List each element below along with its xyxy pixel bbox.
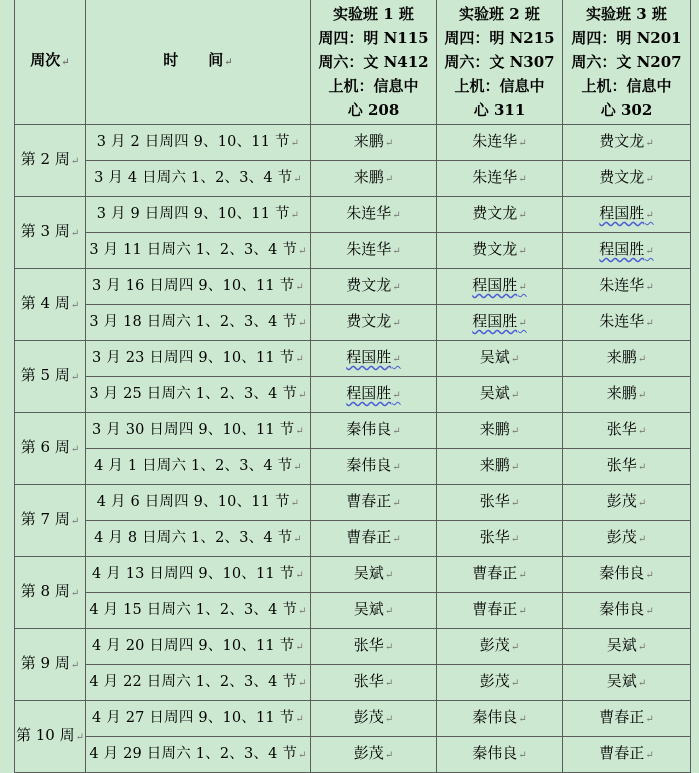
lab-room-line1: 上机：信息中	[328, 76, 419, 95]
class-2-teacher: 秦伟良↵	[437, 737, 563, 773]
lab-room-line2: 心 208	[347, 100, 400, 119]
class-2-teacher: 费文龙↵	[437, 197, 563, 233]
session-time: 3 月 4 日周六 1、2、3、4 节↵	[86, 161, 311, 197]
class-1-teacher: 曹春正↵	[311, 485, 437, 521]
class-1-teacher: 吴斌↵	[311, 557, 437, 593]
class-title: 实验班 1 班	[333, 4, 414, 23]
class-3-teacher: 程国胜↵	[563, 233, 691, 269]
class-2-teacher: 程国胜↵	[437, 305, 563, 341]
class-2-teacher: 吴斌↵	[437, 377, 563, 413]
class-3-teacher: 曹春正↵	[563, 737, 691, 773]
week-header: 周次↵	[15, 0, 86, 125]
week-label: 第 8 周↵	[15, 557, 86, 629]
table-row	[15, 269, 691, 305]
session-time: 4 月 15 日周六 1、2、3、4 节↵	[86, 593, 311, 629]
table-row	[15, 485, 691, 521]
class-2-teacher: 彭茂↵	[437, 629, 563, 665]
table-row	[15, 341, 691, 377]
class-1-teacher: 朱连华↵	[311, 197, 437, 233]
class-3-teacher: 朱连华↵	[563, 269, 691, 305]
table-row	[15, 197, 691, 233]
class-2-teacher: 来鹏↵	[437, 413, 563, 449]
class-1-teacher: 秦伟良↵	[311, 413, 437, 449]
class-1-teacher: 彭茂↵	[311, 701, 437, 737]
class-1-teacher: 彭茂↵	[311, 737, 437, 773]
class-3-teacher: 秦伟良↵	[563, 593, 691, 629]
lab-room-line2: 心 302	[600, 100, 653, 119]
class-2-teacher: 秦伟良↵	[437, 701, 563, 737]
week-label: 第 10 周↵	[15, 701, 86, 773]
table-row	[15, 521, 691, 557]
class-2-teacher: 朱连华↵	[437, 125, 563, 161]
class-2-teacher: 来鹏↵	[437, 449, 563, 485]
session-time: 3 月 9 日周四 9、10、11 节↵	[86, 197, 311, 233]
thursday-room: 周四：明 N115	[318, 28, 429, 47]
session-time: 3 月 16 日周四 9、10、11 节↵	[86, 269, 311, 305]
class-1-teacher: 朱连华↵	[311, 233, 437, 269]
table-row	[15, 161, 691, 197]
class-3-teacher: 来鹏↵	[563, 377, 691, 413]
week-label: 第 7 周↵	[15, 485, 86, 557]
table-row	[15, 413, 691, 449]
session-time: 4 月 27 日周四 9、10、11 节↵	[86, 701, 311, 737]
class-3-teacher: 吴斌↵	[563, 665, 691, 701]
thursday-room: 周四：明 N215	[444, 28, 555, 47]
class-2-teacher: 曹春正↵	[437, 557, 563, 593]
saturday-room: 周六：文 N307	[444, 52, 555, 71]
week-label: 第 6 周↵	[15, 413, 86, 485]
class-title: 实验班 2 班	[459, 4, 540, 23]
class-2-teacher: 朱连华↵	[437, 161, 563, 197]
session-time: 4 月 1 日周六 1、2、3、4 节↵	[86, 449, 311, 485]
week-label: 第 4 周↵	[15, 269, 86, 341]
lab-room-line1: 上机：信息中	[454, 76, 545, 95]
lab-room-line2: 心 311	[473, 100, 526, 119]
schedule-table	[14, 0, 691, 773]
session-time: 3 月 11 日周六 1、2、3、4 节↵	[86, 233, 311, 269]
session-time: 3 月 2 日周四 9、10、11 节↵	[86, 125, 311, 161]
table-row	[15, 557, 691, 593]
class-3-teacher: 朱连华↵	[563, 305, 691, 341]
table-row	[15, 629, 691, 665]
session-time: 4 月 6 日周四 9、10、11 节↵	[86, 485, 311, 521]
class-3-teacher: 秦伟良↵	[563, 557, 691, 593]
class-3-teacher: 吴斌↵	[563, 629, 691, 665]
thursday-room: 周四：明 N201	[571, 28, 682, 47]
class-1-teacher: 程国胜↵	[311, 377, 437, 413]
session-time: 3 月 30 日周四 9、10、11 节↵	[86, 413, 311, 449]
class-3-teacher: 来鹏↵	[563, 341, 691, 377]
session-time: 3 月 25 日周六 1、2、3、4 节↵	[86, 377, 311, 413]
saturday-room: 周六：文 N207	[571, 52, 682, 71]
table-row	[15, 449, 691, 485]
class-3-teacher: 费文龙↵	[563, 161, 691, 197]
class-3-header	[563, 0, 691, 125]
session-time: 4 月 22 日周六 1、2、3、4 节↵	[86, 665, 311, 701]
table-row	[15, 233, 691, 269]
class-1-teacher: 曹春正↵	[311, 521, 437, 557]
class-3-teacher: 曹春正↵	[563, 701, 691, 737]
table-row	[15, 665, 691, 701]
header-row	[15, 0, 691, 125]
class-3-teacher: 彭茂↵	[563, 485, 691, 521]
table-row	[15, 593, 691, 629]
class-title: 实验班 3 班	[586, 4, 667, 23]
class-3-teacher: 费文龙↵	[563, 125, 691, 161]
class-1-teacher: 费文龙↵	[311, 269, 437, 305]
class-3-teacher: 程国胜↵	[563, 197, 691, 233]
class-3-teacher: 彭茂↵	[563, 521, 691, 557]
class-2-teacher: 彭茂↵	[437, 665, 563, 701]
class-1-teacher: 来鹏↵	[311, 161, 437, 197]
class-2-teacher: 张华↵	[437, 485, 563, 521]
saturday-room: 周六：文 N412	[318, 52, 429, 71]
session-time: 4 月 20 日周四 9、10、11 节↵	[86, 629, 311, 665]
class-2-header	[437, 0, 563, 125]
class-1-teacher: 程国胜↵	[311, 341, 437, 377]
class-2-teacher: 吴斌↵	[437, 341, 563, 377]
class-2-teacher: 曹春正↵	[437, 593, 563, 629]
class-1-teacher: 费文龙↵	[311, 305, 437, 341]
class-1-teacher: 来鹏↵	[311, 125, 437, 161]
table-row	[15, 701, 691, 737]
session-time: 3 月 18 日周六 1、2、3、4 节↵	[86, 305, 311, 341]
class-1-header	[311, 0, 437, 125]
table-row	[15, 125, 691, 161]
class-1-teacher: 秦伟良↵	[311, 449, 437, 485]
table-row	[15, 737, 691, 773]
class-3-teacher: 张华↵	[563, 413, 691, 449]
session-time: 4 月 13 日周四 9、10、11 节↵	[86, 557, 311, 593]
week-label: 第 9 周↵	[15, 629, 86, 701]
session-time: 4 月 8 日周六 1、2、3、4 节↵	[86, 521, 311, 557]
class-1-teacher: 吴斌↵	[311, 593, 437, 629]
table-row	[15, 305, 691, 341]
class-2-teacher: 费文龙↵	[437, 233, 563, 269]
week-label: 第 2 周↵	[15, 125, 86, 197]
table-row	[15, 377, 691, 413]
week-label: 第 3 周↵	[15, 197, 86, 269]
time-header: 时 间↵	[86, 0, 311, 125]
lab-room-line1: 上机：信息中	[581, 76, 672, 95]
session-time: 4 月 29 日周六 1、2、3、4 节↵	[86, 737, 311, 773]
class-2-teacher: 张华↵	[437, 521, 563, 557]
class-3-teacher: 张华↵	[563, 449, 691, 485]
class-1-teacher: 张华↵	[311, 665, 437, 701]
week-label: 第 5 周↵	[15, 341, 86, 413]
class-1-teacher: 张华↵	[311, 629, 437, 665]
class-2-teacher: 程国胜↵	[437, 269, 563, 305]
session-time: 3 月 23 日周四 9、10、11 节↵	[86, 341, 311, 377]
